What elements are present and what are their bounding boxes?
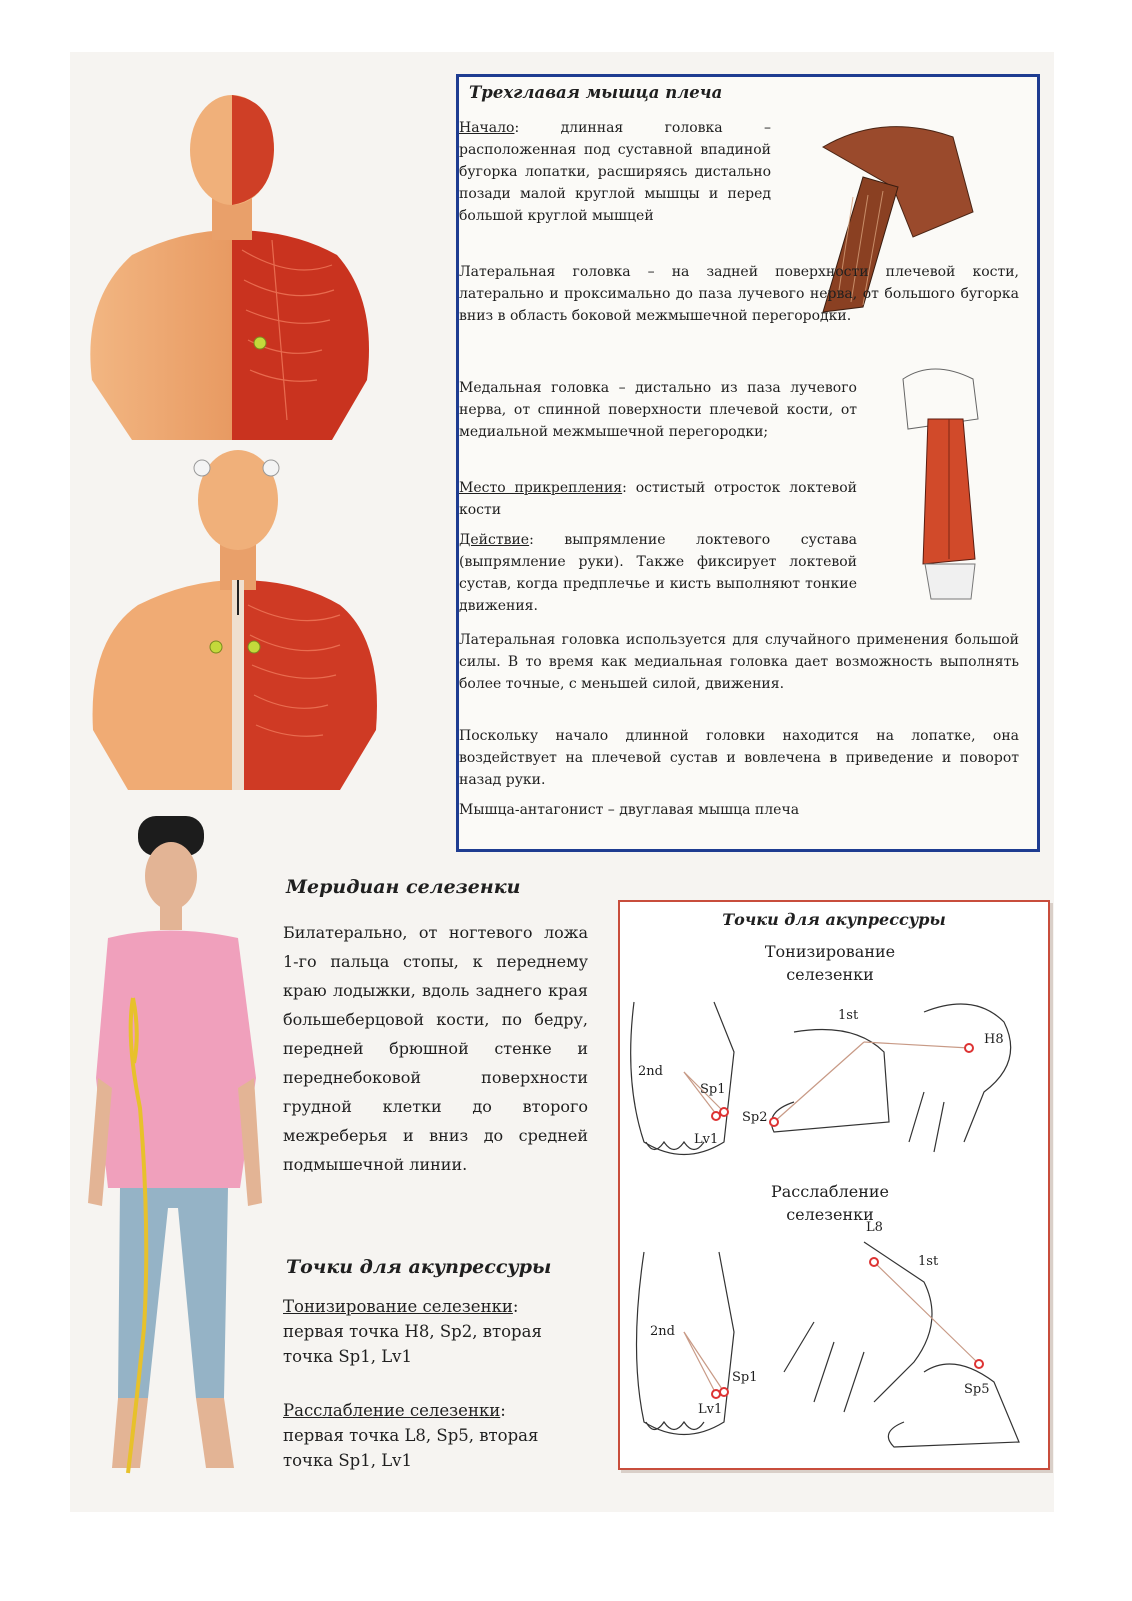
sedate-text: первая точка L8, Sp5, вторая точка Sp1, Lv1 bbox=[283, 1426, 539, 1470]
label-sp1-top: Sp1 bbox=[700, 1082, 726, 1097]
label-sp1-bottom: Sp1 bbox=[732, 1370, 758, 1385]
action-label: Действие bbox=[459, 532, 530, 548]
triceps-long-head: Поскольку начало длинной головки находится на лопатке, она воздействует на плечевой сустав и вовлечена в приведение и поворот назад руки. bbox=[459, 728, 1019, 788]
triceps-info-box bbox=[456, 74, 1040, 852]
label-h8: H8 bbox=[984, 1032, 1004, 1047]
label-sp5: Sp5 bbox=[964, 1382, 990, 1397]
triceps-lateral-use: Латеральная головка используется для случайного применения большой силы. В то время как медиальная головка дает возможность выполнять более точные, с меньшей силой, движения. bbox=[459, 632, 1019, 692]
spleen-meridian-description: Билатерально, от ногтевого ложа 1-го пальца стопы, к переднему краю лодыжки, вдоль заднего края большеберцовой кости, по бедру, передней брюшной стенке и переднебоковой поверхности грудной клетки до второго межреберья и вниз до средней подмышечной линии. bbox=[283, 923, 588, 1174]
acupressure-points-title: Точки для акупрессуры bbox=[286, 1256, 552, 1278]
person-meridian-photo bbox=[78, 808, 278, 1498]
label-l8: L8 bbox=[866, 1220, 883, 1235]
tonify-heading-line1: Тонизирование bbox=[764, 942, 896, 961]
tonify-text: первая точка H8, Sp2, вторая точка Sp1, Lv1 bbox=[283, 1322, 542, 1366]
insertion-label: Место прикрепления bbox=[459, 480, 623, 496]
tonify-points: Тонизирование селезенки: первая точка H8, Sp2, вторая точка Sp1, Lv1 bbox=[283, 1297, 542, 1366]
sedate-diagram bbox=[624, 1232, 1044, 1462]
label-1st-bottom: 1st bbox=[918, 1254, 939, 1269]
triceps-detail-illustration bbox=[883, 359, 1003, 619]
origin-label: Начало bbox=[459, 120, 515, 136]
tonify-heading-line2: селезенки bbox=[786, 965, 874, 984]
action-text: выпрямление локтевого сустава (выпрямление руки). Также фиксирует локтевой сустав, когда предплечье и кисть выполняют тонкие движения. bbox=[459, 532, 858, 614]
sedate-heading bbox=[720, 1180, 940, 1226]
label-lv1-top: Lv1 bbox=[694, 1132, 719, 1147]
triceps-insertion: Место прикрепления: остистый отросток локтевой кости bbox=[459, 480, 857, 518]
acupressure-box-title: Точки для акупрессуры bbox=[722, 910, 946, 929]
sedate-heading-line1: Расслабление bbox=[771, 1182, 889, 1201]
spleen-meridian-title: Меридиан селезенки bbox=[286, 876, 521, 898]
anatomy-front-illustration bbox=[72, 80, 392, 440]
triceps-title: Трехглавая мышца плеча bbox=[469, 83, 723, 102]
tonify-label: Тонизирование селезенки bbox=[283, 1297, 513, 1316]
label-2nd-top: 2nd bbox=[638, 1064, 663, 1079]
label-1st-top: 1st bbox=[838, 1008, 859, 1023]
triceps-origin: Начало: длинная головка – расположенная под суставной впадиной бугорка лопатки, расширяясь дистально позади малой круглой мышцы и перед большой круглой мышцей bbox=[459, 120, 772, 224]
sedate-label: Расслабление селезенки bbox=[283, 1401, 501, 1420]
label-sp2: Sp2 bbox=[742, 1110, 768, 1125]
triceps-medial: Медальная головка – дистально из паза лучевого нерва, от спинной поверхности плечевой кости, от медиальной межмышечной перегородки; bbox=[459, 380, 857, 440]
sedate-heading-line2: селезенки bbox=[786, 1205, 874, 1224]
acupressure-diagram-box bbox=[618, 900, 1050, 1470]
triceps-action: Действие: выпрямление локтевого сустава (выпрямление руки). Также фиксирует локтевой сустав, когда предплечье и кисть выполняют тонкие движения. bbox=[459, 532, 858, 614]
label-lv1-bottom: Lv1 bbox=[698, 1402, 723, 1417]
origin-text: длинная головка – расположенная под суставной впадиной бугорка лопатки, расширяясь дистально позади малой круглой мышцы и перед большой круглой мышцей bbox=[459, 120, 772, 224]
tonify-heading bbox=[720, 940, 940, 986]
tonify-diagram bbox=[624, 992, 1044, 1172]
anatomy-back-illustration bbox=[78, 440, 398, 790]
label-2nd-bottom: 2nd bbox=[650, 1324, 675, 1339]
triceps-antagonist: Мышца-антагонист – двуглавая мышца плеча bbox=[459, 802, 800, 818]
sedate-points: Расслабление селезенки: первая точка L8, Sp5, вторая точка Sp1, Lv1 bbox=[283, 1401, 539, 1470]
insertion-text: остистый отросток локтевой кости bbox=[459, 480, 857, 518]
triceps-lateral: Латеральная головка – на задней поверхности плечевой кости, латерально и проксимально до паза лучевого нерва, от большого бугорка вниз в область боковой межмышечной перегородки. bbox=[459, 264, 1019, 324]
